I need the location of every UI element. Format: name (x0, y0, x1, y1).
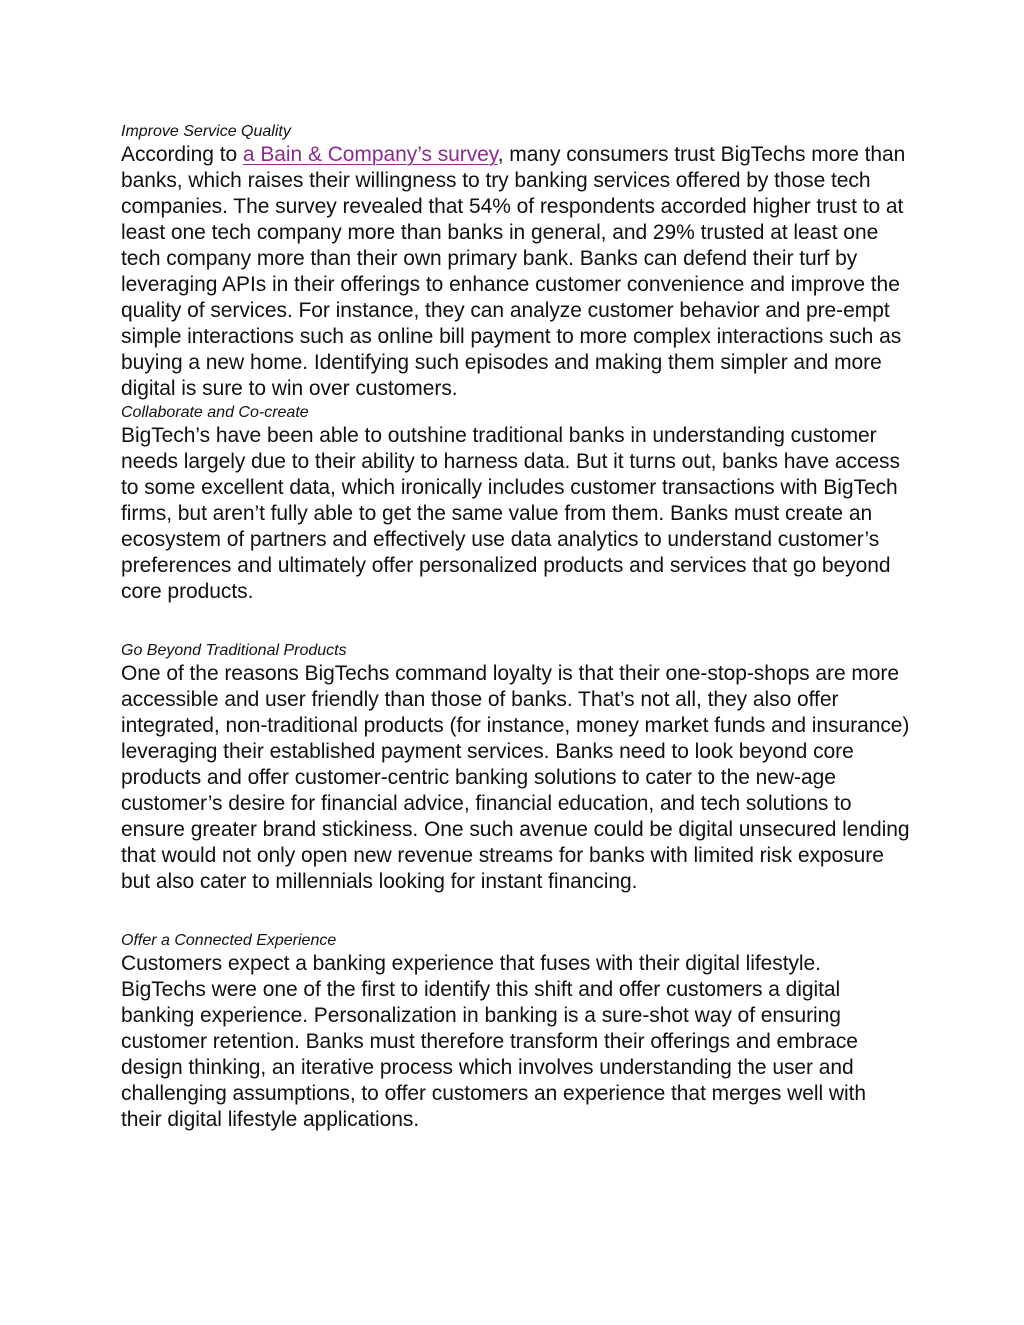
section-heading: Offer a Connected Experience (121, 932, 337, 949)
section-body: One of the reasons BigTechs command loyalty is that their one-stop-shops are more accessible and user friendly than those of banks. That’s not all, they also offer integrated, non-traditional products (for instance, money market funds and insurance) leveraging their established payment services. Banks need to look beyond core products and offer customer-centric banking solutions to cater to the new-age customer’s desire for financial advice, financial education, and tech solutions to ensure greater brand stickiness. One such avenue could be digital unsecured lending that would not only open new revenue streams for banks with limited risk exposure but also cater to millennials looking for instant financing. (121, 662, 910, 893)
section-collaborate-and-co-create (121, 402, 911, 605)
section-go-beyond-traditional-products (121, 640, 911, 895)
section-body: BigTech’s have been able to outshine traditional banks in understanding customer needs largely due to their ability to harness data. But it turns out, banks have access to some excellent data, which ironically includes customer transactions with BigTech firms, but aren’t fully able to get the same value from them. Banks must create an ecosystem of partners and effectively use data analytics to understand customer’s preferences and ultimately offer personalized products and services that go beyond core products. (121, 424, 900, 603)
section-offer-a-connected-experience (121, 930, 911, 1133)
section-heading: Improve Service Quality (121, 123, 291, 140)
section-body (121, 142, 911, 402)
body-text-rest: , many consumers trust BigTechs more than banks, which raises their willingness to try banking services offered by those tech companies. The survey revealed that 54% of respondents accorded higher trust to at least one tech company more than banks in general, and 29% trusted at least one tech company more than their own primary bank. Banks can defend their turf by leveraging APIs in their offerings to enhance customer convenience and improve the quality of services. For instance, they can analyze customer behavior and pre-empt simple interactions such as online bill payment to more complex interactions such as buying a new home. Identifying such episodes and making them simpler and more digital is sure to win over customers. (121, 143, 906, 400)
section-body: Customers expect a banking experience that fuses with their digital lifestyle. BigTechs were one of the first to identify this shift and offer customers a digital banking experience. Personalization in banking is a sure-shot way of ensuring customer retention. Banks must therefore transform their offerings and embrace design thinking, an iterative process which involves understanding the user and challenging assumptions, to offer customers an experience that merges well with their digital lifestyle applications. (121, 952, 867, 1131)
section-heading: Go Beyond Traditional Products (121, 642, 347, 659)
section-spacer (121, 895, 911, 930)
document-content (121, 121, 911, 1133)
bain-survey-link[interactable]: a Bain & Company’s survey (242, 143, 498, 166)
section-improve-service-quality (121, 121, 911, 402)
section-heading: Collaborate and Co-create (121, 404, 309, 421)
section-spacer (121, 605, 911, 640)
body-text-lead: According to (121, 143, 243, 166)
